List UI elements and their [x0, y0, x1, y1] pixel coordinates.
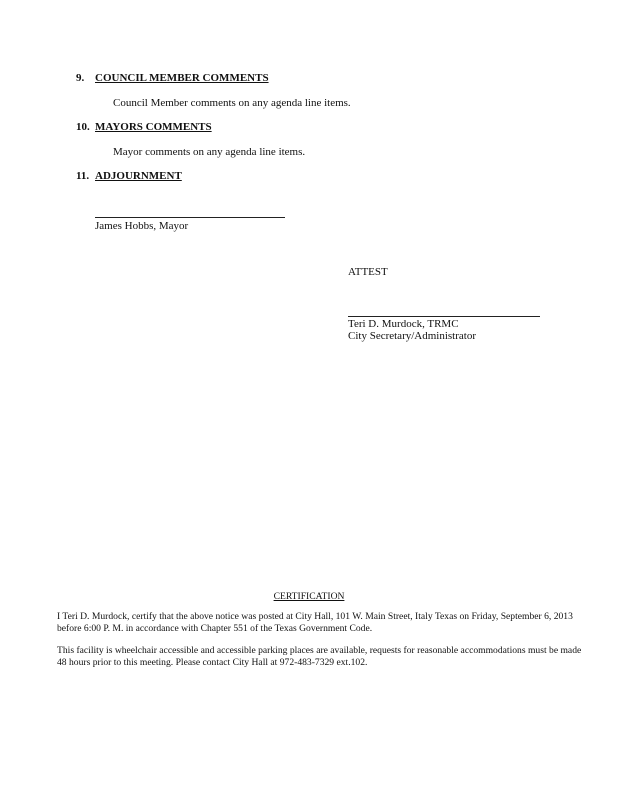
- mayor-signature-line: [95, 217, 285, 218]
- section-9-body: Council Member comments on any agenda line items.: [113, 97, 351, 109]
- certification-heading: CERTIFICATION: [273, 591, 345, 602]
- certification-para2-line2: 48 hours prior to this meeting. Please contact City Hall at 972-483-7329 ext.102.: [57, 657, 368, 668]
- section-9-title: COUNCIL MEMBER COMMENTS: [95, 72, 269, 84]
- mayor-name: James Hobbs, Mayor: [95, 220, 189, 232]
- attest-label: ATTEST: [348, 266, 388, 278]
- section-11-number: 11.: [76, 170, 90, 182]
- attest-title: City Secretary/Administrator: [348, 330, 476, 342]
- section-11-title: ADJOURNMENT: [95, 170, 182, 182]
- section-10-body: Mayor comments on any agenda line items.: [113, 146, 306, 158]
- certification-para2-line1: This facility is wheelchair accessible and accessible parking places are available, requests for reasonable accommodations must be made: [57, 645, 582, 656]
- section-9-number: 9.: [76, 72, 85, 84]
- attest-name: Teri D. Murdock, TRMC: [348, 318, 459, 330]
- attest-signature-line: [348, 316, 540, 317]
- section-10-title: MAYORS COMMENTS: [95, 121, 212, 133]
- certification-para1-line1: I Teri D. Murdock, certify that the above notice was posted at City Hall, 101 W. Main Street, Italy Texas on Friday, September 6, 2013: [57, 611, 573, 622]
- certification-para1-line2: before 6:00 P. M. in accordance with Chapter 551 of the Texas Government Code.: [57, 623, 373, 634]
- section-10-number: 10.: [76, 121, 90, 133]
